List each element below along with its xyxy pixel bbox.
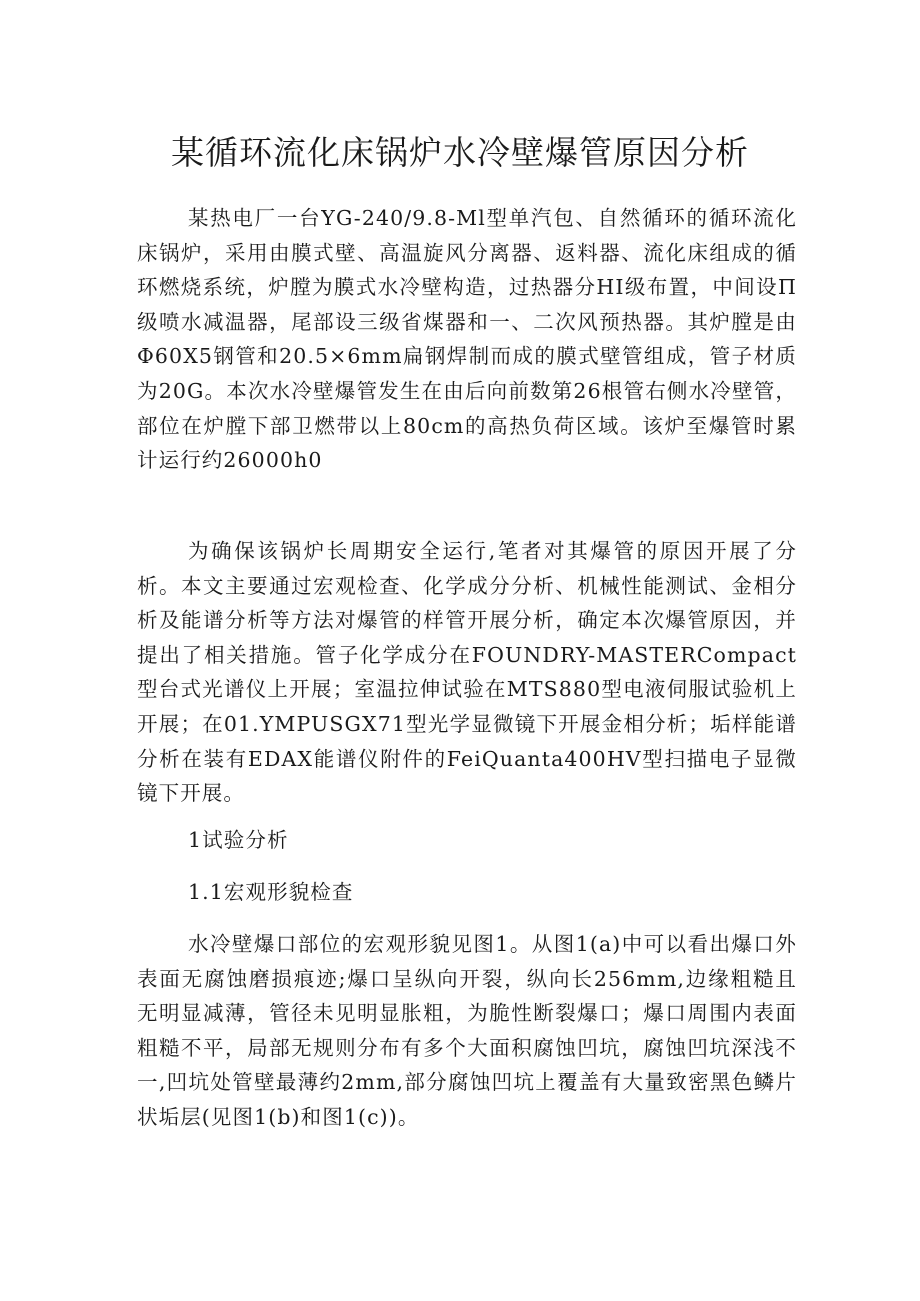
method-paragraph: 为确保该锅炉长周期安全运行,笔者对其爆管的原因开展了分析。本文主要通过宏观检查、化学成分分析、机械性能测试、金相分析及能谱分析等方法对爆管的样管开展分析，确定本次爆管原因，并提出了相关措施。管子化学成分在FOUNDRY-MASTERCompact型台式光谱仪上开展；室温拉伸试验在MTS880型电液伺服试验机上开展；在01.YMPUSGX71型光学显微镜下开展金相分析；垢样能谱分析在装有EDAX能谱仪附件的FeiQuanta400HV型扫描电子显微镜下开展。 (137, 539, 797, 806)
intro-paragraph: 某热电厂一台YG-240/9.8-Ml型单汽包、自然循环的循环流化床锅炉，采用由膜式壁、高温旋风分离器、返料器、流化床组成的循环燃烧系统，炉膛为膜式水冷壁构造，过热器分HI级布置，中间设Π级喷水减温器，尾部设三级省煤器和一、二次风预热器。其炉膛是由Φ60X5钢管和20.5×6mm扁钢焊制而成的膜式壁管组成，管子材质为20G。本次水冷壁爆管发生在由后向前数第26根管右侧水冷壁管，部位在炉膛下部卫燃带以上80cm的高热负荷区域。该炉至爆管时累计运行约26000h0 (137, 206, 797, 473)
subsection-heading: 1.1宏观形貌检查 (188, 880, 354, 904)
macro-inspection-paragraph: 水冷壁爆口部位的宏观形貌见图1。从图1(a)中可以看出爆口外表面无腐蚀磨损痕迹;爆口呈纵向开裂，纵向长256mm,边缘粗糙且无明显减薄，管径未见明显胀粗，为脆性断裂爆口；爆口周围内表面粗糙不平，局部无规则分布有多个大面积腐蚀凹坑，腐蚀凹坑深浅不一,凹坑处管壁最薄约2mm,部分腐蚀凹坑上覆盖有大量致密黑色鳞片状垢层(见图1(b)和图1(c))。 (137, 932, 797, 1129)
document-title: 某循环流化床锅炉水冷壁爆管原因分析 (171, 133, 749, 172)
section-heading: 1试验分析 (188, 828, 289, 852)
